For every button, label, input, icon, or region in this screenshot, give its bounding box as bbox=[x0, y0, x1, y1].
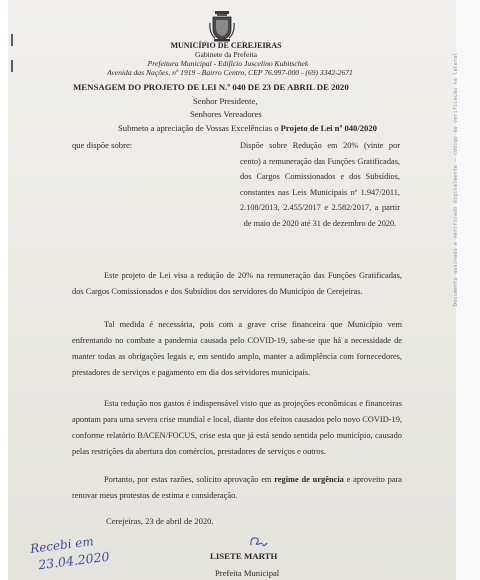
margin-mark bbox=[11, 60, 13, 72]
paragraph-1: Este projeto de Lei visa a redução de 20% na remuneração das Funções Gratificadas, dos Cargos Comissionados e dos Subsídios dos servidores do Município de Cerejeiras. bbox=[72, 271, 402, 296]
office-name: Gabinete da Prefeita bbox=[195, 50, 257, 59]
bill-summary: Dispõe sobre Redução em 20% (vinte por cento) a remuneração das Funções Gratificadas, dos Cargos Comissionados e dos Subsídios, constantes nas Leis Municipais nº 1.947/2011, 2.108/2013, 2.455/2017 e 2.582/2017, a partir de maio de 2020 até 31 de dezembro de 2020. bbox=[240, 141, 400, 228]
address-line-2: Avenida das Nações, nº 1919 - Bairro Centro, CEP 76.997-000 - (69) 3342-2671 bbox=[107, 68, 353, 77]
signature-scribble bbox=[248, 533, 270, 551]
paragraph-3: Esta redução nos gastos é indispensável visto que as projeções econômicas e financeiras apontam para uma severa crise mundial e local, diante dos efeitos causados pelo novo COVID-19, conforme relatório BACEN/FOCUS, crise esta que já está sendo sentida pelo município, causado pelas restrições da abertura dos comércios, prestadores de serviços e outros. bbox=[72, 399, 402, 456]
verification-stamp-text: Documento assinado e verificado digitalmente — código de verificação na lateral bbox=[453, 52, 459, 306]
handwritten-received-date: 23.04.2020 bbox=[37, 548, 111, 573]
intro-sentence: Submeto a apreciação de Vossas Excelências o Projeto de Lei nº 040/2020 bbox=[118, 123, 377, 133]
handwritten-received-note: Recebi em bbox=[29, 534, 95, 556]
signatory-name: LISETE MARTH bbox=[210, 551, 278, 561]
municipality-name: MUNICÍPIO DE CEREJEIRAS bbox=[170, 41, 282, 50]
margin-mark bbox=[11, 34, 13, 46]
paragraph-urgency: Portanto, por estas razões, solicito aprovação em regime de urgência e aproveito para renovar meus protestos de estima e consideração. bbox=[72, 475, 402, 500]
paragraph-2: Tal medida é necessária, pois com a grave crise financeira que Município vem enfrentando no combate a pandemia causada pelo COVID-19, sabe-se que há a necessidade de manter todas as obrigações legais e, em sentido amplo, manter a adimplência com fornecedores, prestadores de serviços e pagamento em dia dos servidores municipais. bbox=[72, 320, 402, 377]
intro-continuation: que dispõe sobre: bbox=[72, 140, 133, 150]
signatory-role: Prefeita Municipal bbox=[215, 568, 280, 578]
coat-of-arms-icon bbox=[209, 11, 235, 42]
address-line-1: Prefeitura Municipal - Edifício Juscelino Kubitschek bbox=[147, 59, 309, 68]
document-title: MENSAGEM DO PROJETO DE LEI N.º 040 DE 23 DE ABRIL DE 2020 bbox=[73, 82, 349, 92]
salutation-2: Senhores Vereadores bbox=[190, 109, 262, 119]
salutation-1: Senhor Presidente, bbox=[193, 96, 258, 106]
place-date: Cerejeiras, 23 de abril de 2020. bbox=[106, 516, 214, 526]
